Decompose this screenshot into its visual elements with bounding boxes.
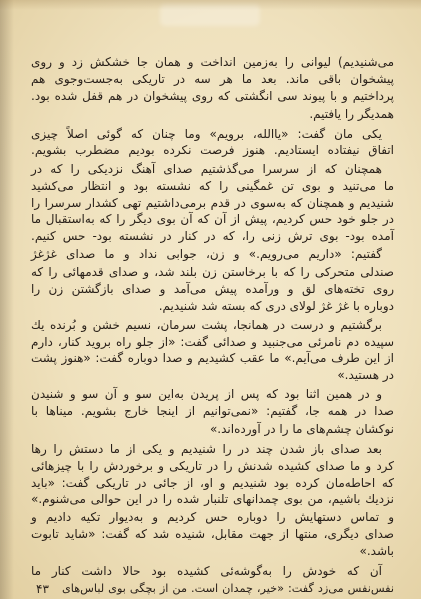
text-line: صدا در همه جا، گفتیم: «نمی‌توانیم از اینجا خارج بشویم. میناها با [31, 404, 394, 418]
text-line: نزدیك باشیم، من بوی چمدانهای تلنبار شده را در این حوالی می‌شنوم.» [31, 492, 394, 506]
text-line: صدای دیگری، منتها از جهت مقابل، شنیده شد که گفت: «شاید تابوت [31, 527, 394, 541]
text-line: نفس‌نفس می‌زد گفت: «خیر، چمدان است. من از بچگی بوی لباس‌های [62, 582, 394, 595]
text-line: دوباره با غژ غژ لولای دری که بسته شد شنیدیم. [158, 299, 394, 313]
text-line: می‌شنیدیم) لیوانی را به‌زمین انداخت و همان جا خشکش زد و روی [31, 55, 394, 69]
text-line: سپیده دم نامرئی می‌جنبید و صدائی گفت: «از جلو راه بروید کنار، دارم [31, 335, 394, 349]
text-line: اتفاق نیفتاده ایستادیم. هنوز فرصت نکرده بودیم مضطرب بشویم. [31, 143, 394, 157]
faded-stamp [160, 4, 260, 26]
text-line: آن که خودش را به‌گوشه‌ئی کشیده بود حالا داشت کنار ما [31, 564, 382, 578]
text-line: از این طرف می‌آیم.» ما عقب کشیدیم و صدا دوباره گفت: «هنوز پشت [31, 351, 394, 365]
text-line: در هستید.» [337, 368, 394, 382]
text-line: در جلو خود حس کردیم، پیش از آن که آن بوی دیگر را که به‌استقبال ما [31, 212, 394, 226]
page-number: ۴۳ [36, 582, 49, 596]
text-line: شنیدیم و همچنان که به‌سوی در قدم برمی‌داشتیم تهی کشدار سرسرا را [31, 196, 394, 210]
text-line: همچنان که از سرسرا می‌گذشتیم صدای آهنگ نزدیکی را که در [31, 162, 382, 176]
text-line: ما می‌تنید و بوی تن غمگینی را که نشسته بود و انتظار می‌کشید [31, 179, 394, 193]
text-line: و تماس دستهایش را دوباره حس کردیم و به‌دیوار تکیه دادیم و [31, 510, 394, 524]
text-line: نوکشان چشم‌های ما را در آورده‌اند.» [209, 422, 394, 436]
text-line: صندلی متحرکی را که با برخاستن زن بلند شد، و صدای قدمهائی را که [31, 265, 394, 279]
text-line: کرد و ما صدای کشیده شدنش را در تاریکی و برخوردش را با چیزهائی [31, 459, 394, 473]
text-line: روی تخته‌های لق و ورآمده پیش می‌آمد و صدای بازگشتن زن را [31, 282, 394, 296]
text-line: برگشتیم و درست در همانجا، پشت سرمان، نسیم خشن و بُرنده یك [31, 318, 382, 332]
text-line: باشد.» [359, 544, 394, 558]
text-line: و در همین اثنا بود که پس از پریدن به‌این سو و آن سو و شنیدن [31, 387, 382, 401]
text-line: بعد صدای باز شدن چند در را شنیدیم و یکی از ما دستش را رها [31, 442, 382, 456]
text-line: پرداختیم و با پیوند سی انگشتی که روی پیشخوان در هم قفل شده بود. [31, 89, 394, 103]
text-line: یکی مان گفت: «یاالله، برویم» وما چنان که گوئی اصلاً چیزی [31, 127, 382, 141]
text-line: گفتیم: «داریم می‌رویم.» و زن، جوابی نداد و ما صدای غژغژ [31, 247, 382, 261]
text-line: که احاطه‌مان کرده بود شنیدیم و او، از جائی در تاریکی گفت: «باید [31, 476, 394, 490]
text-line: پیشخوان باقی ماند. بعد ما هر سه در تاریکی به‌جست‌وجوی هم [31, 72, 394, 86]
text-line: آمده بود- بوی ترش زنی را، که در کنار در نشسته بود- حس کنیم. [31, 229, 394, 243]
text-line: همدیگر را یافتیم. [309, 107, 394, 121]
